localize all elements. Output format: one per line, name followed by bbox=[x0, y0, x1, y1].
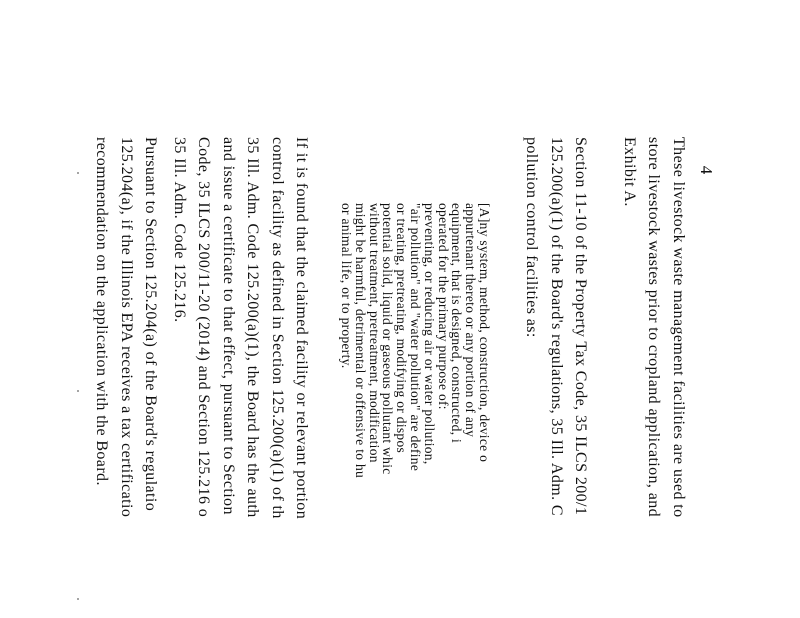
body-line: Section 11-10 of the Property Tax Code, 35 ILCS 200/1 bbox=[572, 137, 590, 516]
body-line: and issue a certificate to that effect, pursuant to Section bbox=[219, 137, 237, 515]
body-line: store livestock wastes prior to cropland application, and bbox=[645, 137, 663, 518]
body-line: 125.204(a), if the Illinois EPA receives a tax certificatio bbox=[117, 137, 135, 518]
body-line: 125.200(a)(1) of the Board's regulations, 35 Ill. Adm. C bbox=[548, 137, 565, 517]
document-body bbox=[89, 137, 690, 618]
quote-line: operated for the primary purpose of: bbox=[435, 203, 451, 410]
quote-line: without treatment, pretreatment, modification bbox=[366, 203, 382, 463]
body-line: If it is found that the claimed facility or relevant portion bbox=[293, 137, 311, 520]
body-line: control facility as defined in Section 125.200(a)(1) of th bbox=[268, 137, 286, 519]
quote-line: or treating, pretreating, modifying or dispos bbox=[394, 203, 410, 454]
body-line: 35 Ill. Adm. Code 125.216. bbox=[170, 137, 188, 323]
quote-line: [A]ny system, method, construction, device o bbox=[477, 203, 492, 463]
quote-line: equipment, that is designed, constructed, i bbox=[449, 203, 465, 444]
quote-line: might be harmful, detrimental or offensive to hu bbox=[352, 203, 368, 479]
body-line: pollution control facilities as: bbox=[523, 137, 541, 338]
quote-line: appurtenant thereto or any portion of any bbox=[463, 203, 479, 438]
body-line: 35 Ill. Adm. Code 125.200(a)(1), the Board has the auth bbox=[244, 137, 262, 518]
body-line: Exhibit A. bbox=[621, 137, 638, 207]
body-line: These livestock waste management facilities are used to bbox=[670, 137, 687, 518]
page-number: 4 bbox=[697, 165, 716, 175]
body-line: Code, 35 ILCS 200/11-20 (2014) and Section 125.216 o bbox=[195, 137, 213, 518]
block-quote bbox=[339, 203, 491, 618]
quote-line: potential solid, liquid or gaseous pollutant whic bbox=[380, 203, 396, 475]
body-line: Pursuant to Section 125.204(a) of the Board's regulatio bbox=[142, 137, 160, 512]
quote-line: "air pollution" and "water pollution" are define bbox=[408, 203, 424, 472]
body-line: recommendation on the application with the Board. bbox=[93, 137, 111, 486]
quote-line: preventing, or reducing air or water pollution, bbox=[421, 203, 437, 465]
quote-line: or animal life, or to property. bbox=[339, 203, 355, 369]
